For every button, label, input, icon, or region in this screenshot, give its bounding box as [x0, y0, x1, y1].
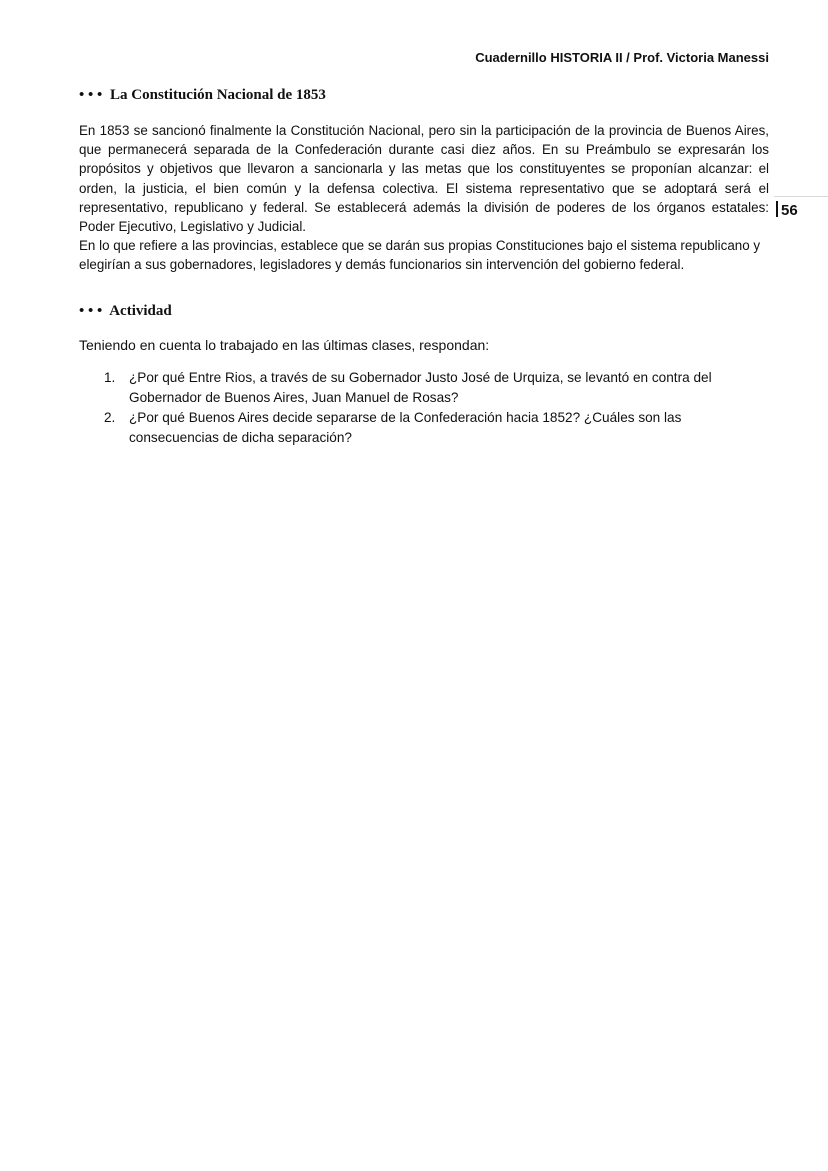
heading-bullets: • • •	[79, 303, 103, 319]
section-title: La Constitución Nacional de 1853	[110, 87, 326, 103]
paragraph-preamble: En 1853 se sancionó finalmente la Constitución Nacional, pero sin la participación de la provincia de Buenos Aires, que permanecerá separada de la Confederación durante casi diez años. En su Preámbulo se expresarán los propósitos y objetivos que llevaron a sancionarla y las metas que los constituyentes se proponían alcanzar: el orden, la justicia, el bien común y la defensa colectiva. El sistema representativo que se adoptará será el representativo, republicano y federal. Se establecerá además la división de poderes de los órganos estatales: Poder Ejecutivo, Legislativo y Judicial.	[79, 123, 769, 235]
question-number: 1.	[104, 370, 116, 385]
section-title: Actividad	[109, 303, 172, 319]
paragraph-provinces: En lo que refiere a las provincias, establece que se darán sus propias Constituciones bajo el sistema republicano y elegirían a sus gobernadores, legisladores y demás funcionarios sin intervención del gobierno federal.	[79, 238, 761, 273]
constitution-text	[79, 121, 769, 275]
page-number-rule	[774, 196, 828, 197]
section-heading-constitution	[79, 87, 326, 104]
activity-intro: Teniendo en cuenta lo trabajado en las últimas clases, respondan:	[79, 337, 490, 353]
question-list	[79, 368, 739, 448]
heading-bullets: • • •	[79, 87, 103, 103]
page-number-bar	[776, 201, 778, 217]
page-number	[776, 201, 798, 219]
question-number: 2.	[104, 410, 116, 425]
question-text: ¿Por qué Buenos Aires decide separarse de la Confederación hacia 1852? ¿Cuáles son las consecuencias de dicha separación?	[129, 410, 682, 445]
question-item	[79, 408, 739, 448]
question-item	[79, 368, 739, 408]
section-heading-activity	[79, 303, 172, 320]
page-number-value: 56	[781, 202, 798, 219]
running-header: Cuadernillo HISTORIA II / Prof. Victoria Manessi	[475, 50, 769, 65]
question-text: ¿Por qué Entre Rios, a través de su Gobernador Justo José de Urquiza, se levantó en contra del Gobernador de Buenos Aires, Juan Manuel de Rosas?	[129, 370, 712, 405]
